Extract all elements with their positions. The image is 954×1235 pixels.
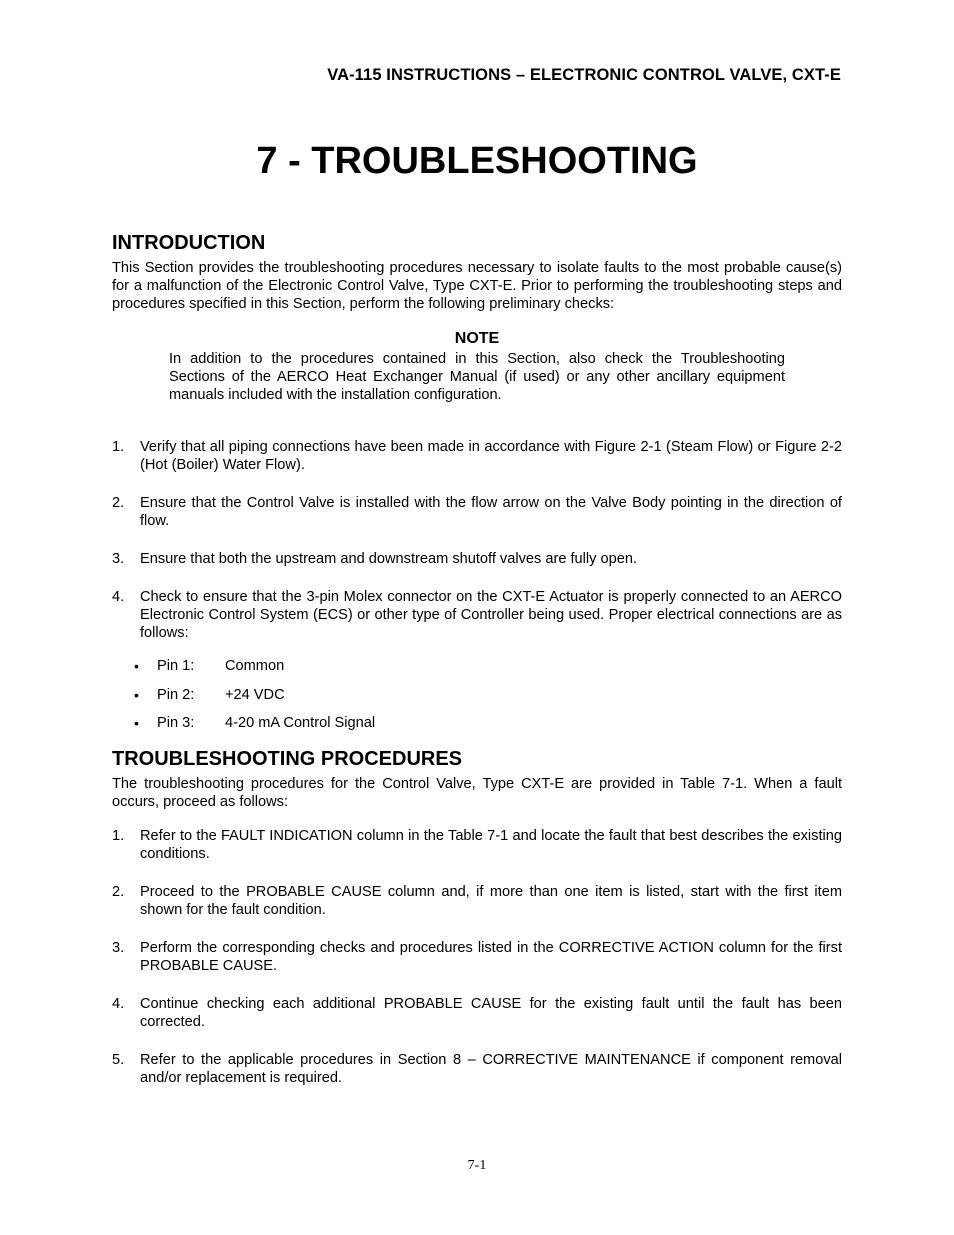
- running-header: VA-115 INSTRUCTIONS – ELECTRONIC CONTROL VALVE, CXT-E: [327, 66, 841, 84]
- bullet-icon: •: [134, 686, 139, 703]
- list-item: [134, 714, 842, 743]
- introduction-paragraph: This Section provides the troubleshooting procedures necessary to isolate faults to the most probable cause(s) for a malfunction of the Electronic Control Valve, Type CXT-E. Prior to performing the troubleshooting steps and procedures specified in this Section, perform the following preliminary checks:: [112, 260, 842, 312]
- list-text: Verify that all piping connections have been made in accordance with Figure 2-1 (Steam Flow) or Figure 2-2 (Hot (Boiler) Water Flow).: [140, 439, 842, 473]
- list-number: 5.: [112, 1051, 125, 1068]
- page-number: 7-1: [467, 1158, 487, 1173]
- list-item: [112, 995, 842, 1031]
- list-number: 3.: [112, 939, 125, 956]
- note-title: NOTE: [454, 330, 500, 347]
- preliminary-checks-list: [112, 438, 842, 642]
- procedures-paragraph: The troubleshooting procedures for the Control Valve, Type CXT-E are provided in Table 7-1. When a fault occurs, proceed as follows:: [112, 775, 842, 810]
- pin-label: Pin 2:: [157, 686, 195, 703]
- pin-label: Pin 3:: [157, 715, 195, 731]
- list-item: [112, 438, 842, 474]
- list-item: [112, 588, 842, 642]
- list-number: 4.: [112, 995, 125, 1012]
- list-number: 2.: [112, 883, 125, 900]
- bullet-icon: •: [134, 658, 139, 674]
- list-text: Ensure that both the upstream and downstream shutoff valves are fully open.: [140, 551, 638, 567]
- pin-description: 4-20 mA Control Signal: [225, 715, 376, 731]
- list-text: Refer to the FAULT INDICATION column in the Table 7-1 and locate the fault that best describes the existing conditions.: [140, 827, 842, 862]
- list-number: 3.: [112, 551, 125, 567]
- list-number: 1.: [112, 827, 125, 844]
- list-number: 1.: [112, 439, 125, 455]
- list-item: [112, 939, 842, 975]
- list-item: [134, 686, 842, 715]
- pin-description: Common: [225, 658, 285, 674]
- list-item: [134, 657, 842, 686]
- list-item: [112, 827, 842, 863]
- list-number: 4.: [112, 589, 125, 605]
- list-item: [112, 1051, 842, 1087]
- chapter-title: 7 - TROUBLESHOOTING: [256, 140, 698, 182]
- pin-label: Pin 1:: [157, 658, 195, 674]
- pin-connection-list: [112, 657, 842, 743]
- introduction-heading: INTRODUCTION: [112, 232, 266, 254]
- list-item: [112, 883, 842, 919]
- list-number: 2.: [112, 495, 125, 511]
- list-item: [112, 550, 842, 568]
- pin-description: +24 VDC: [225, 686, 285, 703]
- procedure-steps-list: [112, 827, 842, 1087]
- list-text: Check to ensure that the 3-pin Molex connector on the CXT-E Actuator is properly connected to an AERCO Electronic Control System (ECS) or other type of Controller being used. Proper electrical connections are as follows:: [140, 589, 842, 641]
- page-content: [112, 230, 842, 1087]
- list-text: Perform the corresponding checks and procedures listed in the CORRECTIVE ACTION column for the first PROBABLE CAUSE.: [140, 939, 842, 974]
- bullet-icon: •: [134, 715, 139, 731]
- list-text: Proceed to the PROBABLE CAUSE column and, if more than one item is listed, start with the first item shown for the fault condition.: [140, 883, 842, 918]
- list-text: Refer to the applicable procedures in Section 8 – CORRECTIVE MAINTENANCE if component removal and/or replacement is required.: [140, 1051, 842, 1086]
- list-item: [112, 494, 842, 530]
- list-text: Ensure that the Control Valve is installed with the flow arrow on the Valve Body pointing in the direction of flow.: [140, 495, 842, 529]
- note-body: In addition to the procedures contained in this Section, also check the Troubleshooting Sections of the AERCO Heat Exchanger Manual (if used) or any other ancillary equipment manuals included with the installation configuration.: [169, 351, 785, 403]
- list-text: Continue checking each additional PROBABLE CAUSE for the existing fault until the fault has been corrected.: [140, 995, 842, 1030]
- procedures-heading: TROUBLESHOOTING PROCEDURES: [112, 747, 463, 770]
